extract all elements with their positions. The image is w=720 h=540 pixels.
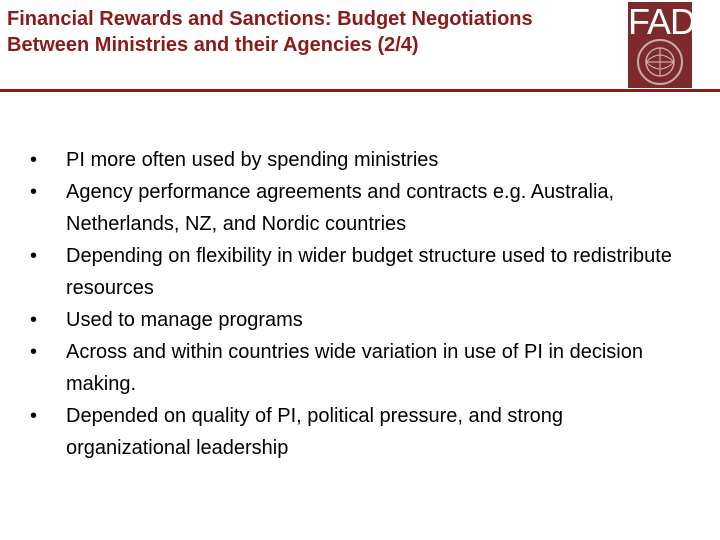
bullet-text: Across and within countries wide variation in use of PI in decision making. — [66, 341, 643, 395]
bullet-item — [28, 240, 678, 304]
title-rule — [0, 89, 720, 92]
bullet-marker: • — [30, 341, 38, 363]
bullet-item — [28, 304, 678, 336]
slide-title: Financial Rewards and Sanctions: Budget Negotiations Between Ministries and their Agencies (2/4) — [7, 8, 533, 56]
bullet-marker: • — [30, 149, 38, 171]
bullet-marker: • — [30, 405, 38, 427]
bullet-item — [28, 336, 678, 400]
bullet-item — [28, 176, 678, 240]
fad-logo — [628, 1, 696, 88]
bullet-text: Depending on flexibility in wider budget structure used to redistribute resources — [66, 245, 672, 299]
imf-seal-icon — [628, 36, 692, 88]
bullet-text: PI more often used by spending ministries — [66, 149, 439, 171]
bullet-list — [28, 144, 678, 464]
bullet-marker: • — [30, 181, 38, 203]
bullet-item — [28, 400, 678, 464]
fad-logo-text: FAD — [628, 1, 696, 42]
bullet-marker: • — [30, 245, 38, 267]
bullet-text: Agency performance agreements and contracts e.g. Australia, Netherlands, NZ, and Nordic countries — [66, 181, 615, 235]
bullet-text: Used to manage programs — [66, 309, 303, 331]
bullet-item — [28, 144, 678, 176]
bullet-text: Depended on quality of PI, political pressure, and strong organizational leadership — [66, 405, 563, 459]
bullet-marker: • — [30, 309, 38, 331]
